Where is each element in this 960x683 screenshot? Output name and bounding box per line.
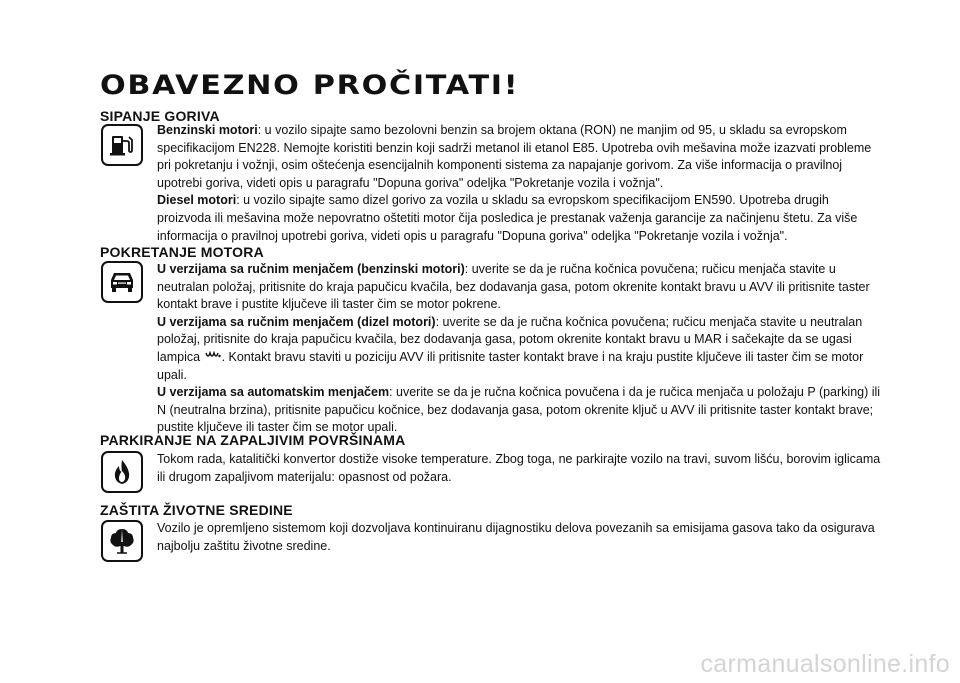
- fuel-pump-icon: [101, 124, 143, 166]
- section-body-engine-start: [157, 261, 881, 437]
- page-title: OBAVEZNO PROČITATI!: [100, 70, 520, 101]
- section-body-parking: [157, 451, 881, 486]
- paragraph: U verzijama sa ručnim menjačem (benzinski motori): uverite se da je ručna kočnica povučena; ručicu menjača stavite u neutralan položaj, pritisnite do kraja papučicu kvačila, bez dodavanja gasa, potom okrenite kontakt bravu u AVV ili pritisnite taster kontakt brave i pustite ključeve ili taster čim se motor pokrene.: [157, 262, 870, 312]
- section-body-fuel: [157, 122, 881, 245]
- watermark: carmanualsonline.info: [700, 650, 950, 678]
- paragraph: Tokom rada, katalitički konvertor dostiže visoke temperature. Zbog toga, ne parkirajte vozilo na travi, suvom lišću, borovim iglicama ili drugom zapaljivom materijalu: opasnost od požara.: [157, 452, 881, 484]
- section-heading-parking: PARKIRANJE NA ZAPALJIVIM POVRŠINAMA: [100, 432, 406, 448]
- section-heading-engine-start: POKRETANJE MOTORA: [100, 244, 264, 260]
- flame-icon: [101, 451, 143, 493]
- paragraph: U verzijama sa ručnim menjačem (dizel motori): uverite se da je ručna kočnica povučena; ručicu menjača stavite u neutralan položaj, pritisnite do kraja papučicu kvačila, bez dodavanja gasa, potom okrenite kontakt bravu u MAR i sačekajte da se ugasi lampica . Kontakt bravu staviti u poziciju AVV ili pritisnite taster kontakt brave i na kraju pustite ključeve ili taster čim se motor upali.: [157, 314, 864, 382]
- paragraph: Diesel motori: u vozilo sipajte samo dizel gorivo za vozila u skladu sa evropskom specifikacijom EN590. Upotreba drugih proizvoda ili mešavina može nepovratno oštetiti motor čija posledica je prestanak važenja garancije za načinjenu štetu. Za više informacija o pravilnoj upotrebi goriva, videti opis u paragrafu "Dopuna goriva" odeljka "Pokretanje vozila i vožnja".: [157, 193, 858, 243]
- paragraph: U verzijama sa automatskim menjačem: uverite se da je ručna kočnica povučena i da je ručica menjača u položaju P (parking) ili N (neutralna brzina), pritisnite papučicu kočnice, bez dodavanja gasa, potom okrenite ključ u AVV ili pritisnite taster kontakt brave; pustite ključeve ili taster čim se motor upali.: [157, 385, 881, 435]
- paragraph: Vozilo je opremljeno sistemom koji dozvoljava kontinuiranu dijagnostiku delova povezanih sa emisijama gasova tako da osigurava najbolju zaštitu životne sredine.: [157, 521, 875, 553]
- car-front-icon: [101, 261, 143, 303]
- glow-plug-icon: [204, 349, 222, 367]
- tree-icon: [101, 520, 143, 562]
- paragraph: Benzinski motori: u vozilo sipajte samo bezolovni benzin sa brojem oktana (RON) ne manjim od 95, u skladu sa evropskom specifikacijom EN228. Nemojte koristiti benzin koji sadrži metanol ili etanol E85. Upotreba ovih mešavina može izazvati probleme pri pokretanju i vožnji, osim oštećenja esencijalnih komponenti sistema za napajanje gorivom. Za više informacija o pravilnoj upotrebi goriva, videti opis u paragrafu "Dopuna goriva" odeljka "Pokretanje vozila i vožnja".: [157, 123, 872, 190]
- section-body-environment: [157, 520, 881, 555]
- section-heading-environment: ZAŠTITA ŽIVOTNE SREDINE: [100, 502, 293, 518]
- section-heading-fuel: SIPANJE GORIVA: [100, 108, 220, 124]
